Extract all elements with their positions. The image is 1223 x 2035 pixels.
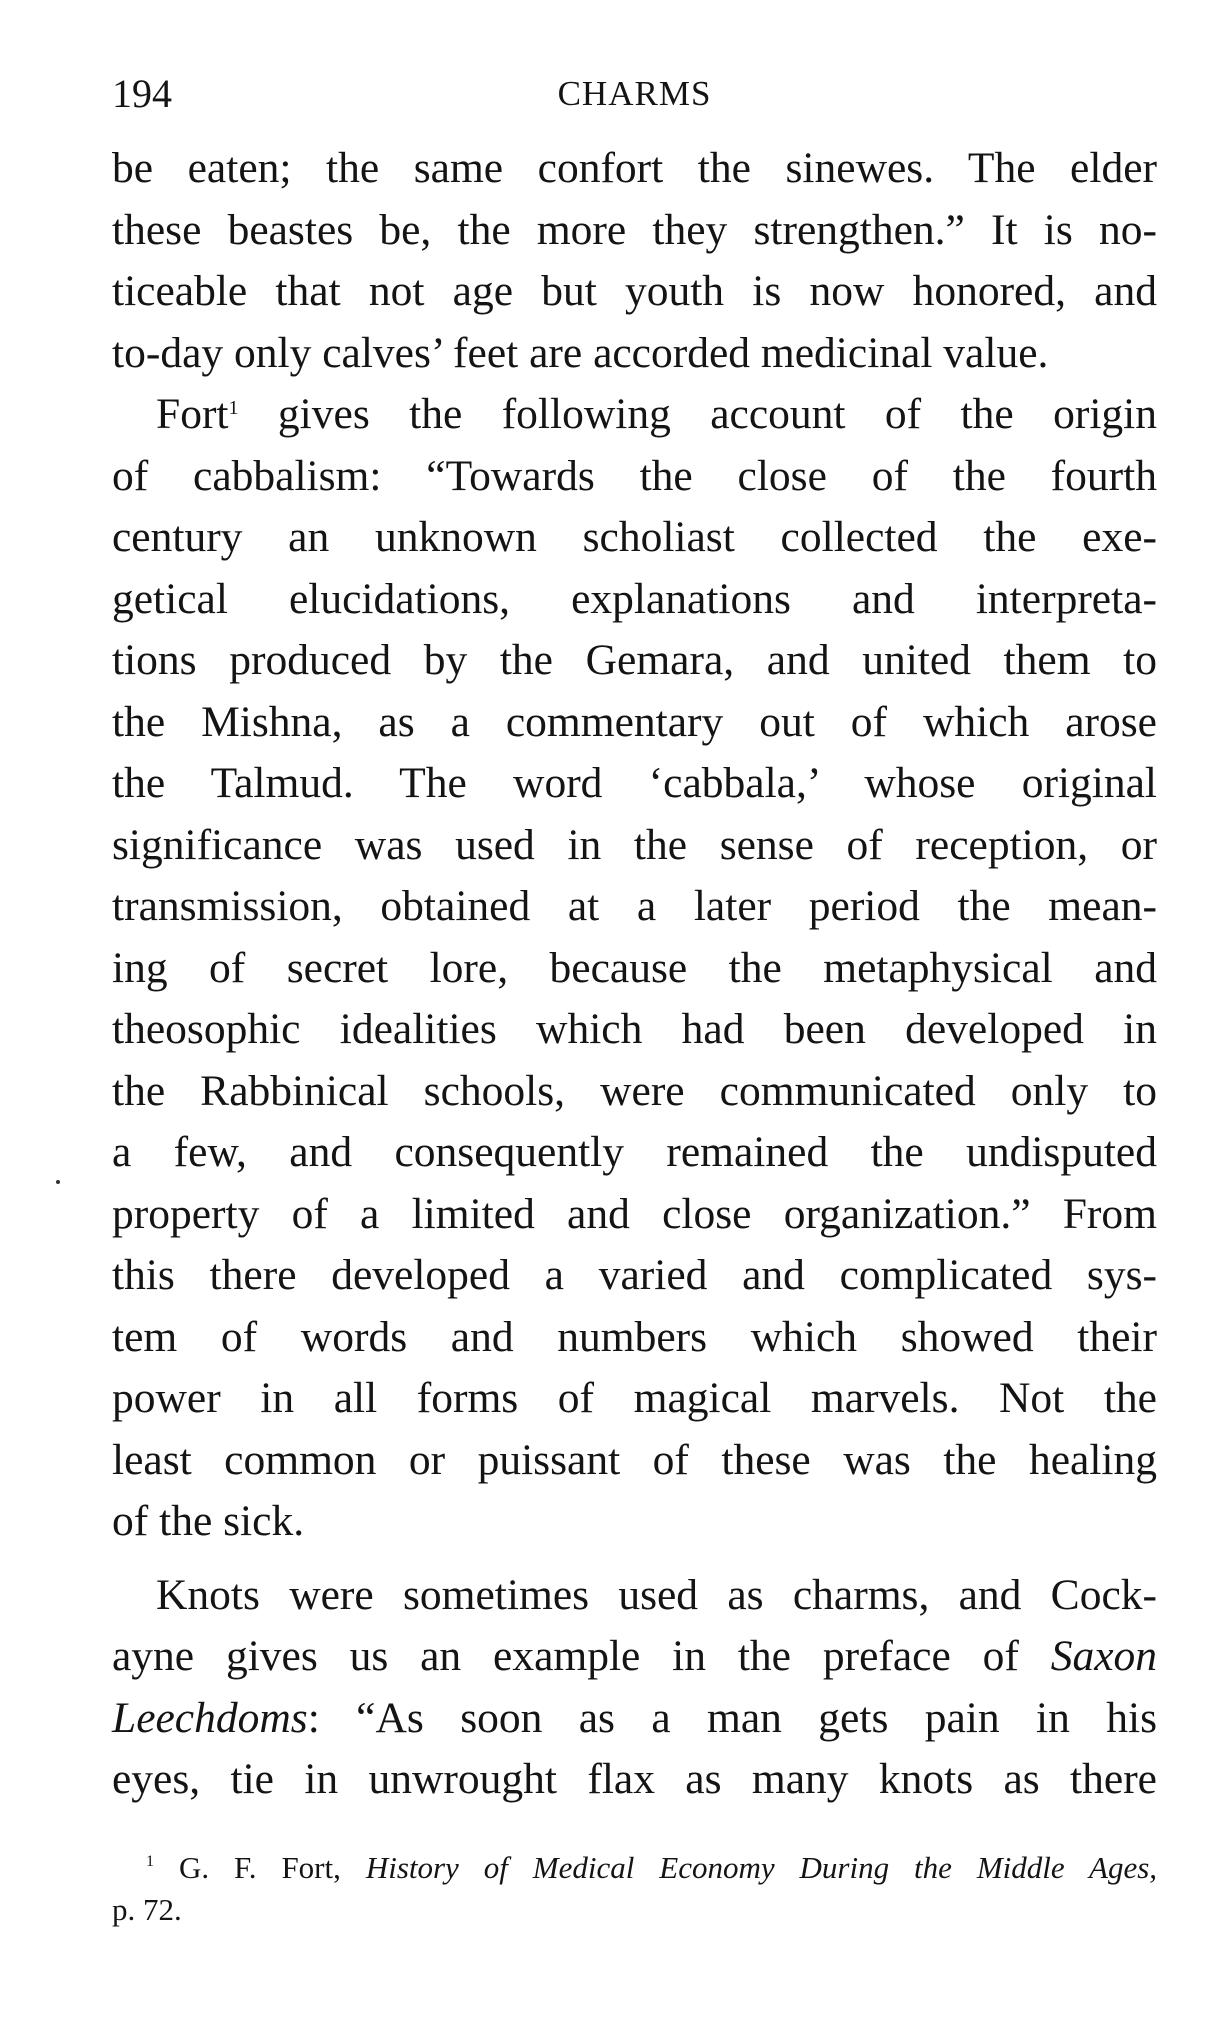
text-line: transmission, obtained at a later period the mean-	[112, 882, 1157, 930]
ink-speck	[56, 1180, 60, 1184]
footnote-ref: 1	[228, 397, 239, 419]
text-line: tions produced by the Gemara, and united them to	[112, 636, 1157, 684]
text-line: century an unknown scholiast collected the exe-	[112, 513, 1157, 561]
text-line: the Mishna, as a commentary out of which arose	[112, 697, 1157, 746]
text-fragment: ayne gives us an example in the preface of	[112, 1632, 1019, 1680]
text-line: power in all forms of magical marvels. Not the	[112, 1374, 1157, 1422]
footnote-author: G. F. Fort,	[178, 1849, 341, 1885]
body-text	[112, 138, 1157, 1811]
text-line: theosophic idealities which had been developed in	[112, 1005, 1157, 1053]
text-line: the Talmud. The word ‘cabbala,’ whose original	[112, 759, 1157, 807]
italic-title: Saxon	[1050, 1632, 1158, 1680]
footnote-marker: 1	[146, 1852, 154, 1870]
text-line: significance was used in the sense of reception, or	[112, 820, 1157, 869]
text-line: be eaten; the same confort the sinewes. The elder	[112, 144, 1157, 192]
page-header	[112, 68, 1157, 120]
paragraph-2	[112, 384, 1157, 1553]
paragraph-3	[112, 1565, 1157, 1811]
text-line: eyes, tie in unwrought flax as many knots as there	[112, 1755, 1157, 1803]
footnote-pages: p. 72.	[112, 1891, 182, 1927]
lead-word: Fort	[156, 390, 229, 438]
italic-title: Leechdoms	[112, 1693, 308, 1742]
text-line: of the sick.	[112, 1497, 305, 1545]
footnote-line	[112, 1847, 1157, 1889]
text-line: getical elucidations, explanations and interpreta-	[112, 574, 1157, 623]
text-line: ticeable that not age but youth is now honored, and	[112, 267, 1157, 315]
text-line	[112, 1688, 1157, 1750]
footnote-title: History of Medical Economy During the Middle Ages,	[365, 1849, 1158, 1885]
text-line	[112, 384, 1157, 446]
text-fragment: gives the following account of the origin	[277, 390, 1157, 438]
footnote	[112, 1847, 1157, 1931]
text-line: property of a limited and close organization.” From	[112, 1189, 1157, 1238]
text-line: tem of words and numbers which showed their	[112, 1312, 1157, 1361]
page-number: 194	[112, 71, 172, 116]
text-line	[112, 1626, 1157, 1688]
text-fragment: : “As soon as a man gets pain in his	[307, 1693, 1157, 1742]
text-line: Knots were sometimes used as charms, and Cock-	[156, 1570, 1157, 1619]
text-line: of cabbalism: “Towards the close of the fourth	[112, 451, 1157, 500]
text-line: a few, and consequently remained the undisputed	[112, 1128, 1157, 1176]
running-head: CHARMS	[557, 74, 712, 113]
text-line: to-day only calves’ feet are accorded medicinal value.	[112, 328, 1049, 377]
text-line: ing of secret lore, because the metaphysical and	[112, 943, 1157, 992]
paragraph-1	[112, 138, 1157, 384]
text-line: least common or puissant of these was the healing	[112, 1435, 1157, 1484]
text-line: these beastes be, the more they strengthen.” It is no-	[112, 205, 1157, 254]
text-line: the Rabbinical schools, were communicated only to	[112, 1066, 1157, 1115]
book-page	[112, 68, 1157, 1931]
text-line: this there developed a varied and complicated sys-	[112, 1251, 1157, 1299]
